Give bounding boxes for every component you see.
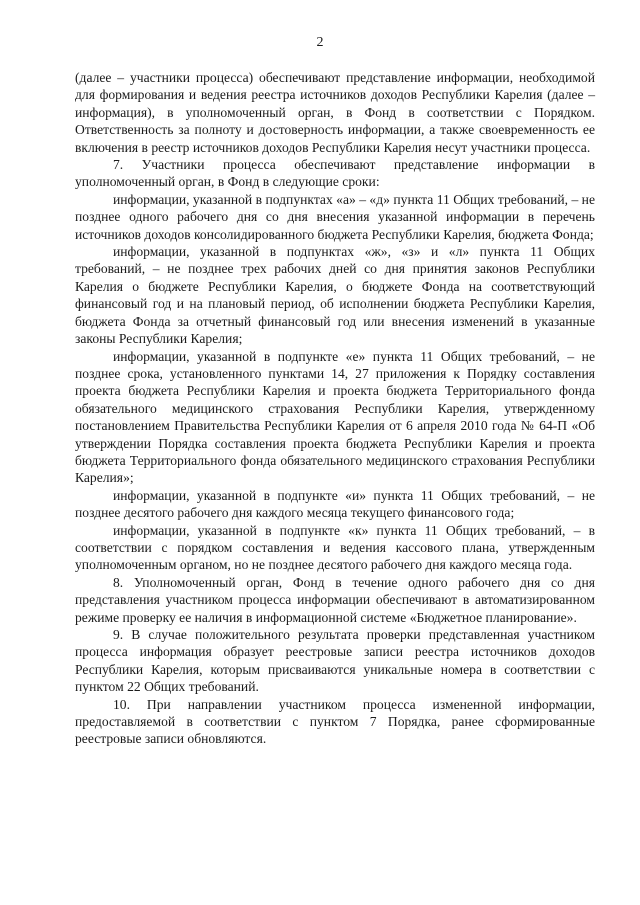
- subparagraph-e: информации, указанной в подпункте «е» пункта 11 Общих требований, – не позднее срока, установленного пунктами 14, 27 приложения к Порядку составления проекта бюджета Республики Карелия и проекта бюджета Территориального фонда обязательного медицинского страхования Республики Карелия, утвержденному постановлением Правительства Республики Карелия от 6 апреля 2010 года № 64-П «Об утверждении Порядка составления проекта бюджета Республики Карелия и проекта бюджета Территориального фонда обязательного медицинского страхования Республики Карелия»;: [75, 348, 595, 486]
- paragraph-item-10: 10. При направлении участником процесса измененной информации, предоставляемой в соответствии с пунктом 7 Порядка, ранее сформированные реестровые записи обновляются.: [75, 696, 595, 747]
- paragraph-item-8: 8. Уполномоченный орган, Фонд в течение одного рабочего дня со дня представления участником процесса информации обеспечивают в автоматизированном режиме проверку ее наличия в информационной системе «Бюджетное планирование».: [75, 574, 595, 625]
- paragraph-continuation: (далее – участники процесса) обеспечивают представление информации, необходимой для формирования и ведения реестра источников доходов Республики Карелия (далее – информация), в уполномоченный орган, в Фонд в соответствии с Порядком. Ответственность за полноту и достоверность информации, а также своевременность ее включения в реестр источников доходов Республики Карелия несут участники процесса.: [75, 70, 595, 155]
- paragraph-item-9: 9. В случае положительного результата проверки представленная участником процесса информация образует реестровые записи реестра источников доходов Республики Карелия, которым присваиваются уникальные номера в соответствии с пунктом 22 Общих требований.: [75, 627, 595, 695]
- subparagraph-a-d: информации, указанной в подпунктах «а» – «д» пункта 11 Общих требований, – не позднее одного рабочего дня со дня внесения указанной информации в перечень источников доходов консолидированного бюджета Республики Карелия, бюджета Фонда;: [75, 191, 595, 242]
- page-number: 2: [316, 35, 324, 50]
- subparagraph-i: информации, указанной в подпункте «и» пункта 11 Общих требований, – не позднее десятого рабочего дня каждого месяца текущего финансового года;: [75, 487, 595, 521]
- subparagraph-k: информации, указанной в подпункте «к» пункта 11 Общих требований, – в соответствии с порядком составления и ведения кассового плана, утвержденным уполномоченным органом, но не позднее десятого рабочего дня каждого месяца года.: [75, 522, 595, 573]
- subparagraph-zh-z-l: информации, указанной в подпунктах «ж», «з» и «л» пункта 11 Общих требований, – не позднее трех рабочих дней со дня принятия законов Республики Карелия о бюджете Республики Карелия, о бюджете Фонда на соответствующий финансовый год и на плановый период, об исполнении бюджета Республики Карелия, бюджета Фонда за отчетный финансовый год или внесения изменений в указанные законы Республики Карелия;: [75, 244, 595, 347]
- paragraph-item-7: 7. Участники процесса обеспечивают представление информации в уполномоченный орган, в Фонд в следующие сроки:: [75, 157, 595, 190]
- body-text: [75, 69, 595, 748]
